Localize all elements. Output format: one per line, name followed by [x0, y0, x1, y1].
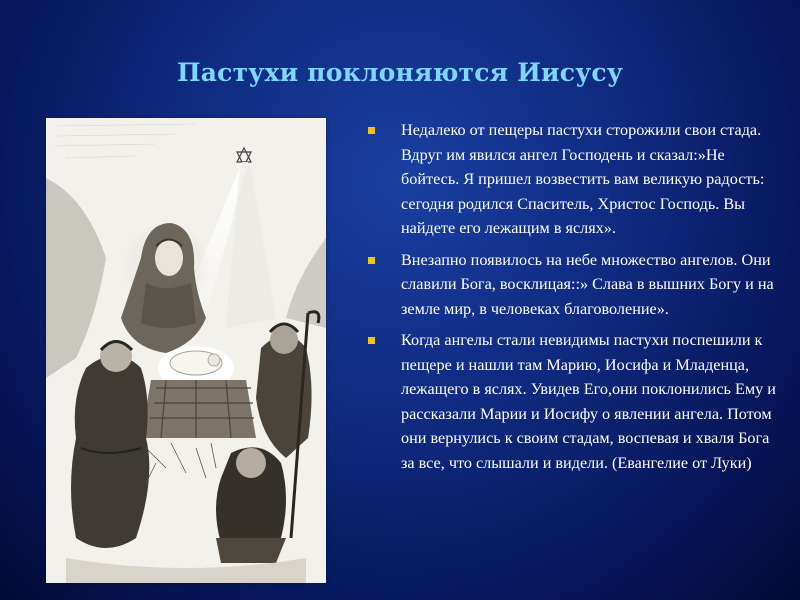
bullet-text: Внезапно появилось на небе множество ангелов. Они славили Бога, восклицая::» Слава в вышних Богу и на земле мир, в человеках благоволение».: [401, 250, 774, 318]
bullet-list: [368, 118, 778, 482]
bullet-square-icon: [368, 127, 375, 134]
bullet-item: [368, 248, 778, 322]
bullet-item: [368, 328, 778, 475]
nativity-illustration: [46, 118, 326, 583]
nativity-drawing: [46, 118, 326, 583]
slide-title: Пастухи поклоняются Иисусу: [176, 58, 624, 87]
bullet-square-icon: [368, 257, 375, 264]
bullet-square-icon: [368, 337, 375, 344]
bullet-item: [368, 118, 778, 241]
bullet-text: Когда ангелы стали невидимы пастухи поспешили к пещере и нашли там Марию, Иосифа и Младенца, лежащего в яслях. Увидев Его,они поклонились Ему и рассказали Марии и Иосифу о явлении ангела. Потом они вернулись к своим стадам, воспевая и хваля Бога за все, что слышали и видели. (Евангелие от Луки): [401, 331, 776, 472]
bullet-text: Недалеко от пещеры пастухи сторожили свои стада. Вдруг им явился ангел Господень и сказал:»Не бойтесь. Я пришел возвестить вам великую радость: сегодня родился Спаситель, Христос Господь. Вы найдете его лежащим в яслях».: [401, 121, 765, 237]
